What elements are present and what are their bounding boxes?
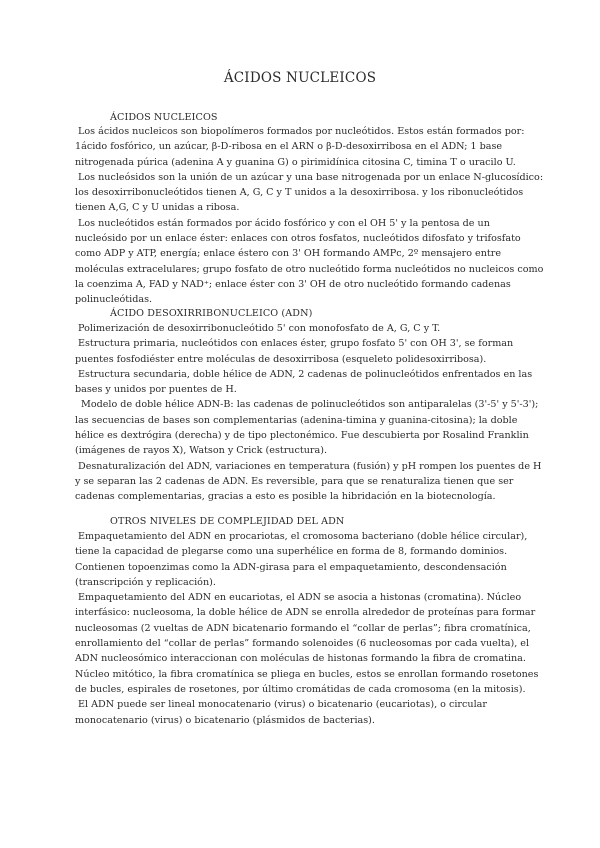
section-body-otros-niveles <box>75 529 545 728</box>
paragraph: Estructura primaria, nucleótidos con enlaces éster, grupo fosfato 5' con OH 3', se forman puentes fosfodiéster entre moléculas de desoxirribosa (esqueleto polidesoxirribosa). <box>75 338 514 365</box>
paragraph: Polimerización de desoxirribonucleótido 5' con monofosfato de A, G, C y T. <box>78 323 441 334</box>
paragraph: Desnaturalización del ADN, variaciones en temperatura (fusión) y pH rompen los puentes de H y se separan las 2 cadenas de ADN. Es reversible, para que se renaturaliza tienen que ser cadenas complementarias, gracias a esto es posible la hibridación en la biotecnología. <box>75 460 542 503</box>
paragraph: Modelo de doble hélice ADN-B: las cadenas de polinucleótidos son antiparalelas (3'-5' y 5'-3'); las secuencias de bases son complementarias (adenina-timina y guanina-citosina); la doble hélice es dextrógira (derecha) y de tipo plectonémico. Fue descubierta por Rosalind Franklin (imágenes de rayos X), Watson y Crick (estructura). <box>75 399 539 457</box>
section-body-acidos-nucleicos <box>75 124 545 308</box>
section-heading-acidos-nucleicos: ÁCIDOS NUCLEICOS <box>110 112 218 123</box>
section-body-adn <box>75 321 545 505</box>
paragraph: Los nucleótidos están formados por ácido fosfórico y con el OH 5' y la pentosa de un nucleósido por un enlace éster: enlaces con otros fosfatos, nucleótidos difosfato y trifosfato como ADP y ATP, energía; enlace éstero con 3' OH formando AMPc, 2º mensajero entre moléculas extracelulares; grupo fosfato de otro nucleótido forma nucleótidos no nucleicos como la coenzima A, FAD y NAD⁺; enlace éster con 3' OH de otro nucleótido formando cadenas polinucleótidas. <box>75 217 544 306</box>
paragraph: Los nucleósidos son la unión de un azúcar y una base nitrogenada por un enlace N-glucosídico: los desoxirribonucleótidos tienen A, G, C y T unidos a la desoxirribosa. y los ribonucleótidos tienen A,G, C y U unidas a ribosa. <box>75 171 544 214</box>
page-title: ÁCIDOS NUCLEICOS <box>223 70 377 86</box>
paragraph: El ADN puede ser lineal monocatenario (virus) o bicatenario (eucariotas), o circular monocatenario (virus) o bicatenario (plásmidos de bacterias). <box>75 699 487 726</box>
paragraph: Empaquetamiento del ADN en procariotas, el cromosoma bacteriano (doble hélice circular), tiene la capacidad de plegarse como una superhélice en forma de 8, formando dominios. Contienen topoenzimas como la ADN-girasa para el empaquetamiento, descondensación (transcripción y replicación). <box>75 531 528 588</box>
paragraph: Estructura secundaria, doble hélice de ADN, 2 cadenas de polinucleótidos enfrentados en las bases y unidos por puentes de H. <box>75 368 533 396</box>
section-heading-otros-niveles: OTROS NIVELES DE COMPLEJIDAD DEL ADN <box>110 516 345 527</box>
paragraph: Los ácidos nucleicos son biopolímeros formados por nucleótidos. Estos están formados por: 1ácido fosfórico, un azúcar, β-D-ribosa en el ARN o β-D-desoxirribosa en el ADN; 1 base nitrogenada púrica (adenina A y guanina G) o pirimidínica citosina C, timina T o uracilo U. <box>75 126 525 168</box>
paragraph: Empaquetamiento del ADN en eucariotas, el ADN se asocia a histonas (cromatina). Núcleo interfásico: nucleosoma, la doble hélice de ADN se enrolla alrededor de proteínas para formar nucleosomas (2 vueltas de ADN bicatenario formando el “collar de perlas”; fibra cromatínica, enrollamiento del “collar de perlas” formando solenoides (6 nucleosomas por cada vuelta), el ADN nucleosómico interaccionan con moléculas de histonas formando la fibra de cromatina. Núcleo mitótico, la fibra cromatínica se pliega en bucles, estos se enrollan formando rosetones de bucles, espirales de rosetones, por último cromátidas de cada cromosoma (en la mitosis). <box>75 592 539 695</box>
section-heading-adn: ÁCIDO DESOXIRRIBONUCLEICO (ADN) <box>110 308 313 319</box>
